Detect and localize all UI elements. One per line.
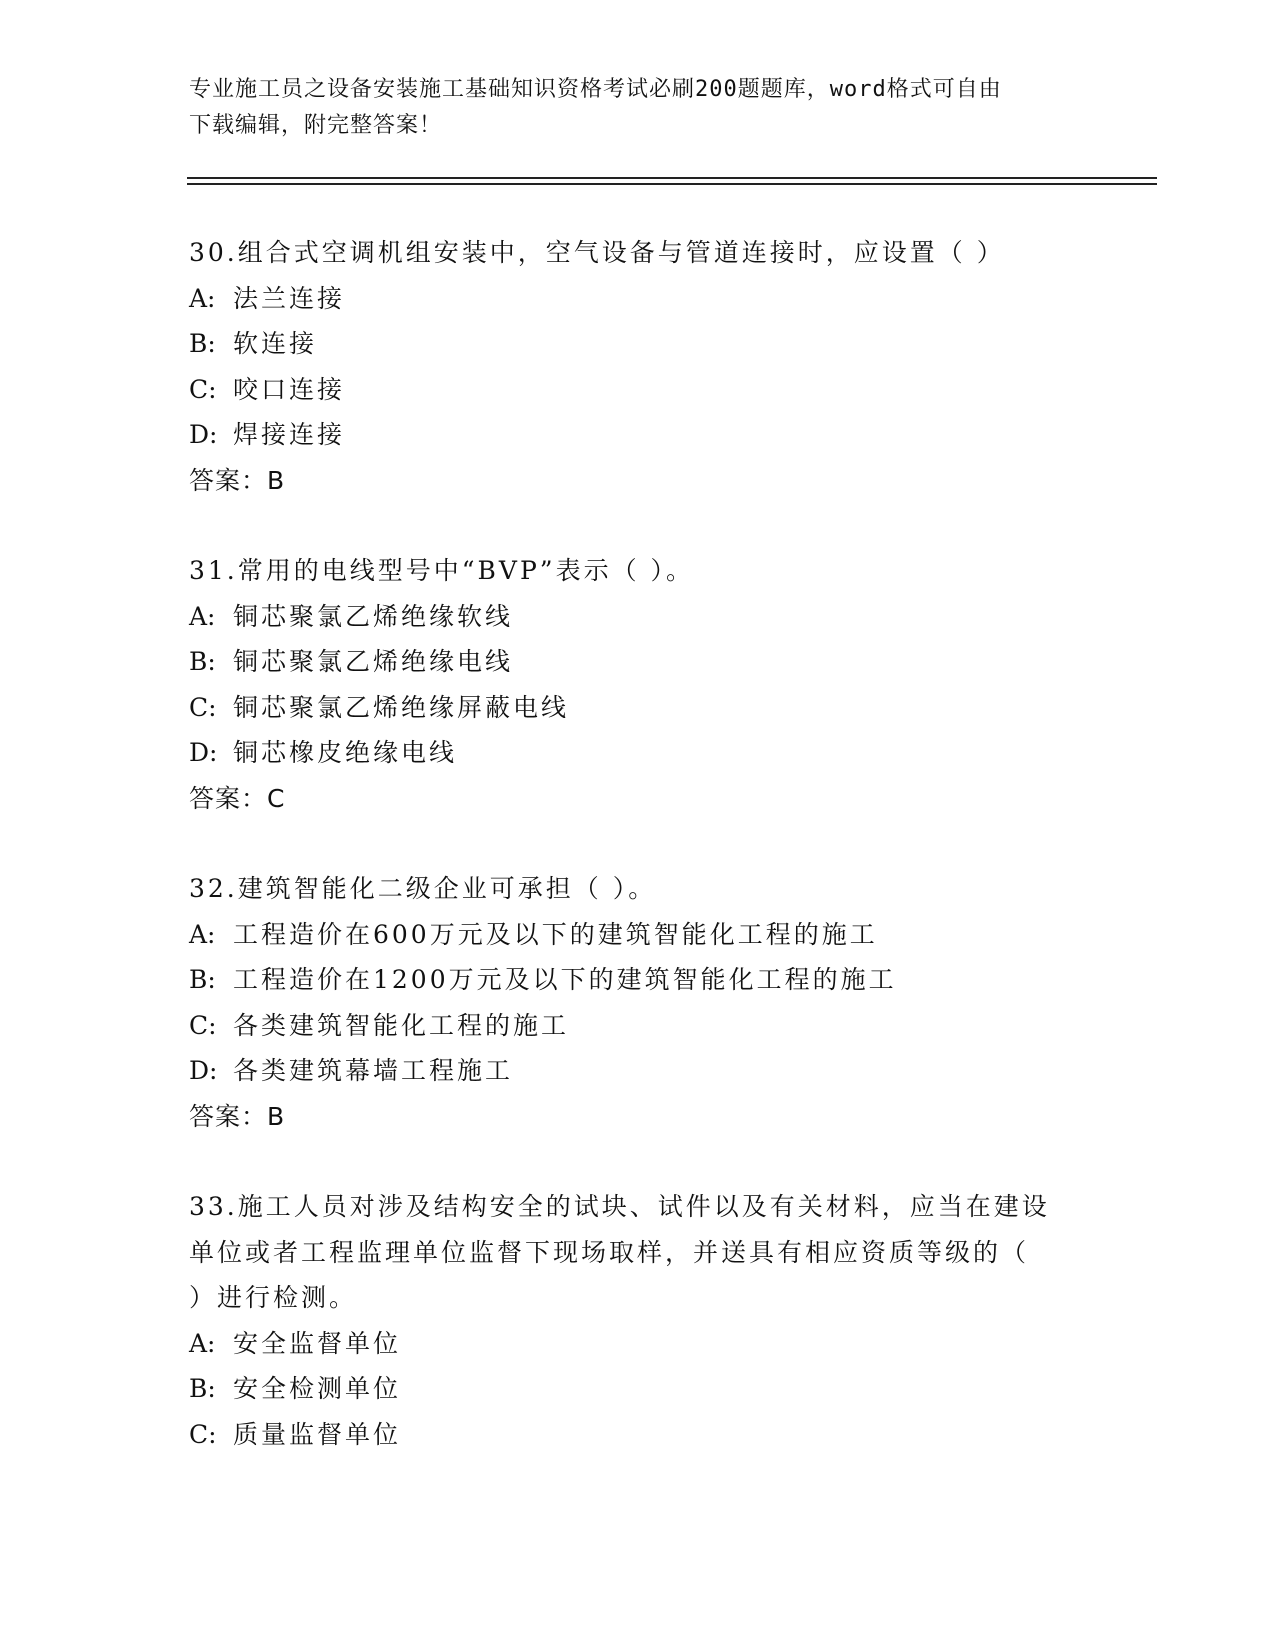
question-text-line-3: ）进行检测。: [189, 1283, 358, 1312]
option-letter: C:: [189, 1419, 217, 1449]
option-letter: B:: [189, 965, 216, 994]
option-b: [189, 1366, 1089, 1412]
option-letter: D:: [189, 420, 218, 449]
option-text: 法兰连接: [233, 283, 346, 313]
option-letter: A:: [189, 601, 216, 631]
option-letter: A:: [189, 1328, 216, 1358]
question-33: [189, 1184, 1089, 1457]
option-text: 安全检测单位: [233, 1374, 402, 1403]
option-text: 各类建筑幕墙工程施工: [233, 1056, 514, 1085]
option-text: 铜芯橡皮绝缘电线: [233, 738, 458, 767]
question-text: 30.组合式空调机组安装中，空气设备与管道连接时，应设置（ ）: [189, 238, 1005, 267]
option-text: 各类建筑智能化工程的施工: [233, 1010, 570, 1040]
option-letter: C:: [189, 1010, 217, 1040]
option-text: 铜芯聚氯乙烯绝缘电线: [233, 647, 514, 676]
answer-label: 答案：B: [189, 465, 286, 495]
answer-label: 答案：B: [189, 1101, 286, 1131]
option-a: [189, 276, 1089, 322]
option-letter: A:: [189, 919, 216, 949]
question-text-line-1: 33.施工人员对涉及结构安全的试块、试件以及有关材料，应当在建设: [189, 1192, 1050, 1221]
option-text: 铜芯聚氯乙烯绝缘屏蔽电线: [233, 692, 570, 722]
option-letter: D:: [189, 1056, 218, 1085]
question-32: [189, 866, 1089, 1139]
header-divider-top: [187, 177, 1157, 179]
option-a: [189, 594, 1089, 640]
header-divider-bottom: [187, 183, 1157, 185]
option-d: [189, 730, 1089, 776]
option-d: [189, 1048, 1089, 1094]
option-b: [189, 957, 1089, 1003]
option-text: 铜芯聚氯乙烯绝缘软线: [233, 601, 514, 631]
option-text: 工程造价在1200万元及以下的建筑智能化工程的施工: [233, 965, 897, 994]
option-letter: B:: [189, 647, 216, 676]
option-c: [189, 685, 1089, 731]
question-text: 31.常用的电线型号中“BVP”表示（ ）。: [189, 556, 695, 585]
option-letter: B:: [189, 1374, 216, 1403]
option-b: [189, 321, 1089, 367]
option-text: 质量监督单位: [233, 1419, 402, 1449]
question-31: [189, 548, 1089, 821]
option-letter: C:: [189, 374, 217, 404]
option-c: [189, 1412, 1089, 1458]
option-a: [189, 912, 1089, 958]
option-text: 焊接连接: [233, 420, 346, 449]
option-b: [189, 639, 1089, 685]
option-letter: D:: [189, 738, 218, 767]
option-c: [189, 1003, 1089, 1049]
question-text-line-2: 单位或者工程监理单位监督下现场取样，并送具有相应资质等级的（: [189, 1237, 1030, 1267]
option-letter: B:: [189, 329, 216, 358]
option-d: [189, 412, 1089, 458]
option-letter: A:: [189, 283, 216, 313]
option-text: 工程造价在600万元及以下的建筑智能化工程的施工: [233, 919, 878, 949]
document-header: [189, 72, 1089, 144]
question-30: [189, 230, 1089, 503]
option-a: [189, 1321, 1089, 1367]
option-c: [189, 367, 1089, 413]
option-text: 软连接: [233, 329, 318, 358]
option-text: 咬口连接: [233, 374, 346, 404]
header-line-2: 下载编辑，附完整答案！: [189, 113, 443, 138]
question-text: 32.建筑智能化二级企业可承担（ ）。: [189, 874, 657, 903]
option-text: 安全监督单位: [233, 1328, 402, 1358]
answer-label: 答案：C: [189, 783, 286, 813]
option-letter: C:: [189, 692, 217, 722]
header-line-1: 专业施工员之设备安装施工基础知识资格考试必刷200题题库，word格式可自由: [189, 77, 1002, 102]
